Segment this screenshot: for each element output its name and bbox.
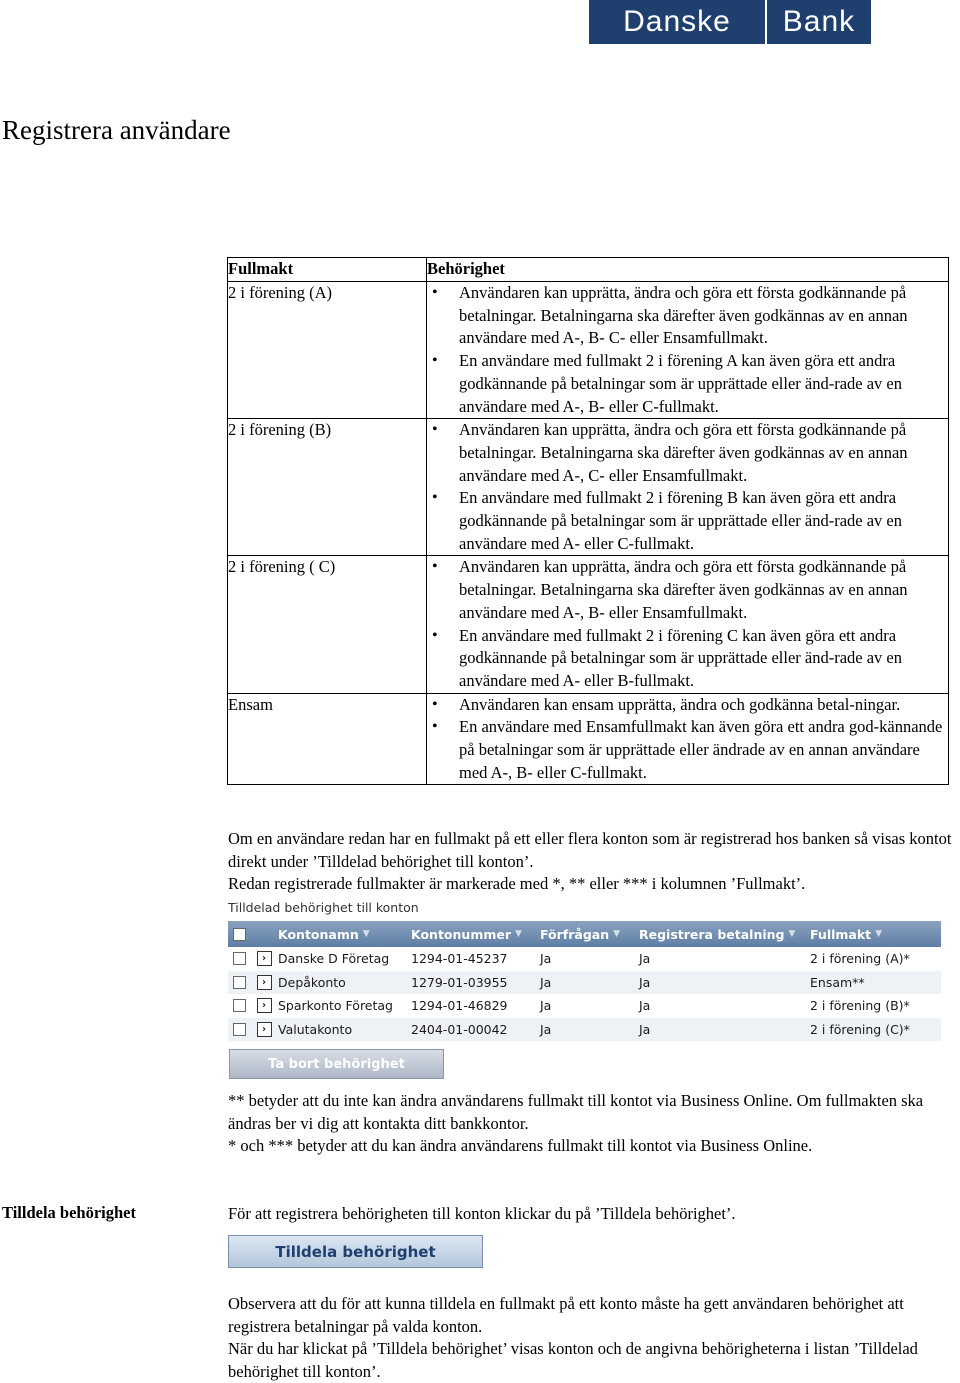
row-checkbox[interactable] — [233, 976, 246, 989]
paragraph-line: ** betyder att du inte kan ändra användarens fullmakt till kontot via Business Online. Om fullmakten ska ändras ber vi dig att kontakta ditt bankkontor. — [228, 1091, 924, 1133]
register-value: Ja — [639, 998, 651, 1014]
grid-header — [228, 921, 941, 947]
account-number: 1294-01-45237 — [411, 951, 508, 967]
page-title: Registrera användare — [2, 115, 231, 145]
sort-arrow-icon: ▼ — [875, 929, 883, 939]
account-name: Depåkonto — [278, 974, 346, 990]
register-value: Ja — [639, 951, 651, 967]
logo-danske: Danske — [589, 0, 765, 44]
behorighet-cell — [427, 282, 949, 419]
sort-arrow-icon: ▼ — [613, 929, 621, 939]
col-kontonamn[interactable]: Kontonamn ▼ — [278, 926, 370, 942]
account-name: Sparkonto Företag — [278, 998, 393, 1014]
section-notes — [228, 1293, 940, 1383]
expand-icon[interactable]: › — [257, 998, 272, 1013]
bullet-item: • En användare med fullmakt 2 i förening A kan även göra ett andra godkännande på betalningar som är upprättade eller änd-rade av en användare med A-, B- eller C-fullmakt. — [459, 350, 948, 418]
row-checkbox[interactable] — [233, 1023, 246, 1036]
query-value: Ja — [540, 951, 552, 967]
note-paragraph — [228, 1090, 928, 1158]
paragraph-line: * och *** betyder att du kan ändra användarens fullmakt till kontot via Business Online. — [228, 1136, 813, 1155]
logo-bank: Bank — [767, 0, 871, 44]
table-row — [228, 1018, 941, 1042]
assign-permission-button[interactable]: Tilldela behörighet — [228, 1235, 483, 1268]
register-value: Ja — [639, 974, 651, 990]
register-value: Ja — [639, 1021, 651, 1037]
fullmakt-cell: 2 i förening ( C) — [228, 556, 427, 693]
bullet-item: • En användare med fullmakt 2 i förening B kan även göra ett andra godkännande på betalningar som är upprättade eller änd-rade av en användare med A- eller C-fullmakt. — [459, 487, 948, 555]
bullet-item: • Användaren kan ensam upprätta, ändra och godkänna betal-ningar. — [459, 694, 948, 717]
select-all-checkbox[interactable] — [233, 928, 246, 941]
assigned-accounts-grid — [228, 921, 941, 1041]
bullet-item: • En användare med Ensamfullmakt kan även göra ett andra god-kännande på betalningar som är upprättade eller ändrade av en annan användare med A-, B- eller C-fullmakt. — [459, 716, 948, 784]
query-value: Ja — [540, 974, 552, 990]
account-number: 1279-01-03955 — [411, 974, 508, 990]
bullet-item: • En användare med fullmakt 2 i förening C kan även göra ett andra godkännande på betalningar som är upprättade eller änd-rade av en användare med A- eller B-fullmakt. — [459, 625, 948, 693]
fullmakt-cell: Ensam — [228, 693, 427, 785]
expand-icon[interactable]: › — [257, 951, 272, 966]
behorighet-cell — [427, 693, 949, 785]
col-forfragan[interactable]: Förfrågan ▼ — [540, 926, 621, 942]
fullmakt-value: 2 i förening (B)* — [810, 998, 910, 1014]
table-row — [228, 971, 941, 995]
behorighet-cell — [427, 556, 949, 693]
expand-icon[interactable]: › — [257, 1022, 272, 1037]
section-label: Tilldela behörighet — [2, 1203, 136, 1222]
header-behorighet: Behörighet — [427, 258, 949, 282]
account-name: Valutakonto — [278, 1021, 353, 1037]
bullet-item: • Användaren kan upprätta, ändra och göra ett första godkännande på betalningar. Betalningarna ska därefter även godkännas av en annan användare med A-, C- eller Ensamfullmakt. — [459, 419, 948, 487]
query-value: Ja — [540, 1021, 552, 1037]
paragraph-line: Observera att du för att kunna tilldela en fullmakt på ett konto måste ha gett användaren behörighet att registrera betalningar på valda konton. — [228, 1294, 904, 1336]
fullmakt-value: 2 i förening (C)* — [810, 1021, 910, 1037]
grid-caption: Tilldelad behörighet till konton — [228, 900, 419, 915]
existing-fullmakt-paragraph — [228, 828, 960, 896]
account-name: Danske D Företag — [278, 951, 390, 967]
sort-arrow-icon: ▼ — [788, 929, 796, 939]
account-number: 2404-01-00042 — [411, 1021, 508, 1037]
query-value: Ja — [540, 998, 552, 1014]
row-checkbox[interactable] — [233, 952, 246, 965]
row-checkbox[interactable] — [233, 999, 246, 1012]
account-number: 1294-01-46829 — [411, 998, 508, 1014]
danske-bank-logo — [589, 0, 871, 44]
sort-arrow-icon: ▼ — [515, 929, 522, 939]
fullmakt-cell: 2 i förening (A) — [228, 282, 427, 419]
behorighet-cell — [427, 419, 949, 556]
col-fullmakt[interactable]: Fullmakt ▼ — [810, 926, 883, 942]
paragraph-line: När du har klickat på ’Tilldela behörighet’ visas konton och de angivna behörigheterna i listan ’Tilldelad behörighet till konton’. — [228, 1339, 918, 1381]
fullmakt-value: Ensam** — [810, 974, 865, 990]
sort-arrow-icon: ▼ — [362, 929, 370, 939]
paragraph-line: Redan registrerade fullmakter är markerade med *, ** eller *** i kolumnen ’Fullmakt’. — [228, 874, 806, 893]
section-intro: För att registrera behörigheten till konton klickar du på ’Tilldela behörighet’. — [228, 1204, 736, 1223]
bullet-item: • Användaren kan upprätta, ändra och göra ett första godkännande på betalningar. Betalningarna ska därefter även godkännas av en annan användare med A-, B- C- eller Ensamfullmakt. — [459, 282, 948, 350]
header-fullmakt: Fullmakt — [228, 258, 427, 282]
col-kontonummer[interactable]: Kontonummer ▼ — [411, 926, 522, 942]
table-row — [228, 947, 941, 971]
remove-permission-button[interactable]: Ta bort behörighet — [229, 1049, 444, 1079]
paragraph-line: Om en användare redan har en fullmakt på ett eller flera konton som är registrerad hos banken så visas kontot direkt under ’Tilldelad behörighet till konton’. — [228, 829, 952, 871]
col-registrera-betalning[interactable]: Registrera betalning ▼ — [639, 926, 796, 942]
fullmakt-table — [227, 257, 949, 785]
fullmakt-cell: 2 i förening (B) — [228, 419, 427, 556]
bullet-item: • Användaren kan upprätta, ändra och göra ett första godkännande på betalningar. Betalningarna ska därefter även godkännas av en annan användare med A-, B- eller Ensamfullmakt. — [459, 556, 948, 624]
expand-icon[interactable]: › — [257, 975, 272, 990]
table-row — [228, 994, 941, 1018]
fullmakt-value: 2 i förening (A)* — [810, 951, 910, 967]
